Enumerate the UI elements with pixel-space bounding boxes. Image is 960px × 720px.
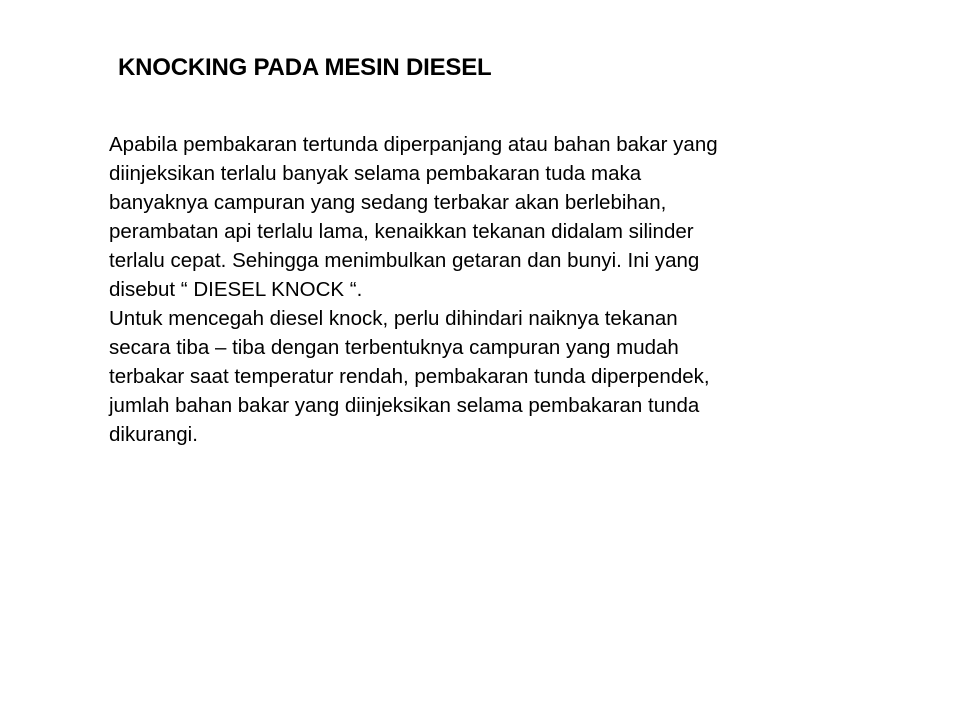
paragraph-1: [109, 130, 849, 304]
paragraph-2: [109, 304, 849, 449]
text-line: perambatan api terlalu lama, kenaikkan tekanan didalam silinder: [109, 220, 694, 243]
text-line: terbakar saat temperatur rendah, pembakaran tunda diperpendek,: [109, 365, 710, 388]
text-line: terlalu cepat. Sehingga menimbulkan getaran dan bunyi. Ini yang: [109, 249, 700, 272]
slide-title: KNOCKING PADA MESIN DIESEL: [118, 54, 492, 81]
text-line: jumlah bahan bakar yang diinjeksikan selama pembakaran tunda: [109, 394, 700, 417]
text-line: diinjeksikan terlalu banyak selama pembakaran tuda maka: [109, 162, 642, 185]
text-line: Apabila pembakaran tertunda diperpanjang atau bahan bakar yang: [109, 133, 718, 156]
text-line: disebut “ DIESEL KNOCK “.: [109, 278, 363, 301]
text-line: Untuk mencegah diesel knock, perlu dihindari naiknya tekanan: [109, 307, 678, 330]
text-line: secara tiba – tiba dengan terbentuknya campuran yang mudah: [109, 336, 679, 359]
text-line: banyaknya campuran yang sedang terbakar akan berlebihan,: [109, 191, 667, 214]
text-line: dikurangi.: [109, 423, 198, 446]
slide-body: [109, 130, 849, 449]
